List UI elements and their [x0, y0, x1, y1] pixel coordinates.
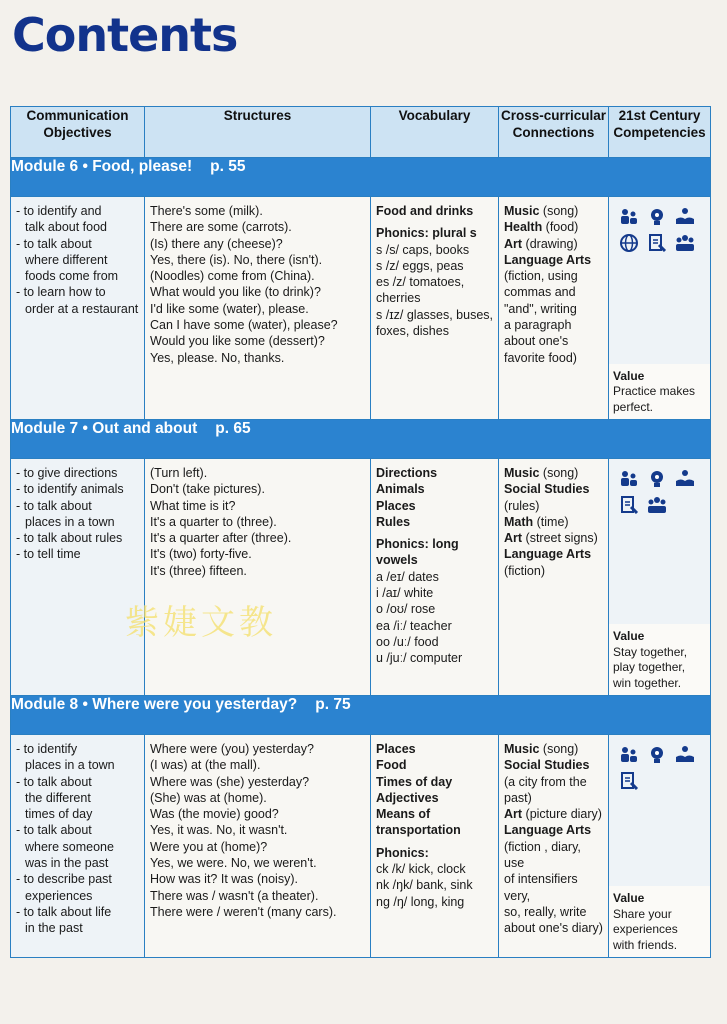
subject-name: Social Studies: [504, 758, 590, 773]
vocabulary-line: transportation: [376, 823, 461, 838]
value-heading: Value: [613, 891, 645, 905]
module-body-row: [11, 459, 711, 696]
structure-line: (Noodles) come from (China).: [150, 269, 315, 284]
vocabulary-line: Directions: [376, 466, 438, 480]
helping-hands-icon: [675, 745, 695, 765]
subject-name: Math: [504, 514, 534, 529]
value-text: with friends.: [613, 937, 678, 952]
objective-line: - to talk about rules: [16, 531, 123, 546]
header-row: [11, 107, 711, 158]
module-body-row: [11, 197, 711, 420]
structure-line: It's (three) fifteen.: [150, 563, 247, 578]
vocabulary-cell: [371, 459, 499, 696]
cross-curricular-line: [504, 822, 603, 838]
globe-icon: [619, 233, 639, 253]
objective-line: - to talk about: [16, 236, 92, 251]
contents-table: [10, 106, 711, 958]
module-header: [11, 696, 711, 735]
subject-detail: (fiction, using: [504, 269, 578, 284]
cross-curricular-line: [504, 252, 603, 268]
vocabulary-cell: [371, 197, 499, 420]
objective-line: - to talk about life: [16, 904, 112, 919]
module-header: [11, 158, 711, 197]
cross-curricular-line: [504, 514, 603, 530]
competency-icons: [609, 197, 709, 253]
module-page: p. 65: [215, 420, 251, 437]
value-text: win together.: [613, 675, 682, 690]
value-box: [609, 624, 710, 695]
header-cross-curricular: Cross-curricular Connections: [499, 107, 609, 158]
module-page: p. 75: [315, 696, 351, 713]
objective-line: experiences: [25, 888, 93, 903]
vocabulary-line: a /eɪ/ dates: [376, 569, 439, 584]
watermark: 紫婕文教: [125, 603, 277, 643]
structure-line: (I was) at (the mall).: [150, 758, 261, 773]
structure-line: How was it? It was (noisy).: [150, 872, 298, 887]
objectives-cell: [11, 459, 145, 696]
cross-curricular-line: [504, 219, 603, 235]
objective-line: - to learn how to: [16, 285, 106, 300]
helping-hands-icon: [675, 207, 695, 227]
subject-name: Art: [504, 531, 523, 546]
subject-detail: "and", writing: [504, 301, 577, 316]
module-header: [11, 420, 711, 459]
module-title: Module 6 • Food, please!: [11, 158, 193, 175]
structure-line: Yes, there (is). No, there (isn't).: [150, 252, 323, 267]
structure-line: Where were (you) yesterday?: [150, 742, 314, 756]
vocabulary-line: Food and drinks: [376, 204, 474, 218]
vocabulary-line: oo /uː/ food: [376, 634, 439, 649]
module-page: p. 55: [210, 158, 246, 175]
vocabulary-line: Phonics: plural s: [376, 226, 477, 241]
module-title: Module 7 • Out and about: [11, 420, 198, 437]
subject-detail: (picture diary): [522, 807, 602, 822]
objective-line: places in a town: [25, 514, 115, 529]
team-icon: [675, 233, 695, 253]
objective-line: - to identify and: [16, 204, 102, 218]
value-text: perfect.: [613, 399, 654, 414]
vocabulary-line: Animals: [376, 482, 425, 497]
value-heading: Value: [613, 629, 645, 643]
cross-curricular-line: [504, 546, 603, 562]
team-icon: [647, 495, 667, 515]
vocabulary-line: Times of day: [376, 774, 453, 789]
competency-icons: [609, 735, 709, 791]
value-heading: Value: [613, 368, 645, 383]
subject-detail: (street signs): [522, 531, 598, 546]
subject-name: Music: [504, 204, 540, 218]
cross-curricular-line: [504, 465, 603, 481]
vocabulary-line: foxes, dishes: [376, 324, 449, 339]
idea-icon: [647, 207, 667, 227]
cross-curricular-line: [504, 530, 603, 546]
subject-detail: (time): [533, 514, 569, 529]
objective-line: - to talk about: [16, 498, 92, 513]
objective-line: - to talk about: [16, 774, 92, 789]
structure-line: Yes, please. No, thanks.: [150, 350, 285, 365]
structure-line: There were / weren't (many cars).: [150, 904, 337, 919]
structure-line: Were you at (home)?: [150, 839, 268, 854]
module-header-row: [11, 420, 711, 459]
structure-line: Yes, we were. No, we weren't.: [150, 856, 317, 871]
structure-line: It's a quarter after (three).: [150, 531, 292, 546]
subject-name: Language Arts: [504, 547, 592, 562]
cross-curricular-line: [504, 920, 603, 936]
subject-name: Language Arts: [504, 252, 592, 267]
subject-detail: (fiction , diary, use: [504, 839, 581, 871]
subject-detail: past): [504, 790, 532, 805]
structure-line: It's (two) forty-five.: [150, 547, 252, 562]
structure-line: Would you like some (dessert)?: [150, 334, 325, 349]
value-box: [609, 886, 710, 957]
cross-curricular-line: [504, 774, 603, 790]
competencies-cell: [609, 459, 711, 696]
header-objectives: Communication Objectives: [11, 107, 145, 158]
cross-curricular-line: [504, 806, 603, 822]
objective-line: - to tell time: [16, 547, 81, 562]
structure-line: There are some (carrots).: [150, 220, 292, 235]
subject-detail: (song): [539, 742, 579, 756]
vocabulary-line: es /z/ tomatoes,: [376, 275, 465, 290]
vocabulary-line: Places: [376, 498, 416, 513]
cross-curricular-line: [504, 871, 603, 904]
document-icon: [619, 495, 639, 515]
subject-name: Music: [504, 742, 540, 756]
cross-curricular-line: [504, 350, 603, 366]
structure-line: There was / wasn't (a theater).: [150, 888, 319, 903]
header-competencies: 21st Century Competencies: [609, 107, 711, 158]
objective-line: - to identify: [16, 742, 78, 756]
vocabulary-line: s /ɪz/ glasses, buses,: [376, 307, 493, 322]
value-text: Share your: [613, 906, 672, 921]
subject-detail: about one's: [504, 334, 569, 349]
vocabulary-line: Places: [376, 742, 416, 756]
module-title: Module 8 • Where were you yesterday?: [11, 696, 298, 713]
subject-detail: (fiction): [504, 563, 545, 578]
vocabulary-line: Adjectives: [376, 790, 439, 805]
cross-curricular-line: [504, 301, 603, 317]
subject-detail: so, really, write: [504, 904, 587, 919]
cross-curricular-line: [504, 203, 603, 219]
structures-cell: [145, 735, 371, 958]
vocabulary-line: ea /iː/ teacher: [376, 618, 452, 633]
vocabulary-line: vowels: [376, 553, 418, 568]
document-icon: [619, 771, 639, 791]
vocabulary-line: o /oʊ/ rose: [376, 602, 436, 617]
objective-line: was in the past: [25, 856, 109, 871]
structures-cell: [145, 459, 371, 696]
vocabulary-line: Food: [376, 758, 407, 773]
vocabulary-line: i /aɪ/ white: [376, 586, 434, 601]
cross-curricular-line: [504, 839, 603, 872]
objective-line: in the past: [25, 921, 83, 936]
subject-detail: (song): [539, 466, 579, 480]
header-vocabulary: Vocabulary: [371, 107, 499, 158]
structure-line: Yes, it was. No, it wasn't.: [150, 823, 288, 838]
vocabulary-line: ck /k/ kick, clock: [376, 862, 466, 877]
vocabulary-line: Phonics: long: [376, 537, 459, 552]
structure-line: What time is it?: [150, 498, 236, 513]
value-text: Stay together,: [613, 644, 688, 659]
idea-icon: [647, 469, 667, 489]
structure-line: I'd like some (water), please.: [150, 301, 309, 316]
objective-line: - to describe past: [16, 872, 112, 887]
cross-curricular-line: [504, 741, 603, 757]
vocabulary-line: u /juː/ computer: [376, 651, 463, 666]
module-header-row: [11, 158, 711, 197]
subject-name: Music: [504, 466, 540, 480]
structure-line: It's a quarter to (three).: [150, 514, 277, 529]
subject-name: Social Studies: [504, 482, 590, 497]
subject-name: Art: [504, 807, 523, 822]
cross-curricular-line: [504, 757, 603, 773]
objective-line: foods come from: [25, 269, 119, 284]
objectives-cell: [11, 197, 145, 420]
cross-curricular-line: [504, 790, 603, 806]
vocabulary-cell: [371, 735, 499, 958]
subject-detail: a paragraph: [504, 318, 572, 333]
subject-detail: commas and: [504, 285, 576, 300]
document-icon: [647, 233, 667, 253]
value-box: [609, 364, 710, 420]
value-text: play together,: [613, 660, 686, 674]
subject-detail: (song): [539, 204, 579, 218]
competency-icons: [609, 459, 709, 515]
header-structures: Structures: [145, 107, 371, 158]
cross-curricular-cell: [499, 197, 609, 420]
collaboration-icon: [619, 469, 639, 489]
idea-icon: [647, 745, 667, 765]
collaboration-icon: [619, 745, 639, 765]
vocabulary-line: s /z/ eggs, peas: [376, 258, 464, 273]
cross-curricular-line: [504, 284, 603, 300]
cross-curricular-line: [504, 904, 603, 920]
subject-name: Language Arts: [504, 823, 592, 838]
cross-curricular-line: [504, 268, 603, 284]
objective-line: - to talk about: [16, 823, 92, 838]
structure-line: There's some (milk).: [150, 204, 263, 218]
structure-line: Was (the movie) good?: [150, 807, 279, 822]
cross-curricular-line: [504, 317, 603, 333]
structures-cell: [145, 197, 371, 420]
structure-line: (She) was at (home).: [150, 790, 267, 805]
page-title: Contents: [12, 8, 238, 62]
vocabulary-line: Rules: [376, 514, 411, 529]
subject-detail: of intensifiers very,: [504, 872, 578, 903]
module-body-row: [11, 735, 711, 958]
structure-line: (Turn left).: [150, 466, 208, 480]
objective-line: - to give directions: [16, 466, 118, 480]
subject-name: Art: [504, 236, 523, 251]
objective-line: where someone: [25, 839, 114, 854]
vocabulary-line: ng /ŋ/ long, king: [376, 894, 465, 909]
value-text: Practice makes: [613, 384, 696, 398]
cross-curricular-line: [504, 481, 603, 497]
module-header-row: [11, 696, 711, 735]
subject-name: Health: [504, 220, 543, 235]
structure-line: Don't (take pictures).: [150, 482, 265, 497]
value-text: experiences: [613, 922, 678, 936]
structure-line: Where was (she) yesterday?: [150, 774, 310, 789]
objective-line: times of day: [25, 807, 93, 822]
vocabulary-line: Phonics:: [376, 845, 429, 860]
cross-curricular-cell: [499, 735, 609, 958]
cross-curricular-cell: [499, 459, 609, 696]
vocabulary-line: nk /ŋk/ bank, sink: [376, 878, 473, 893]
collaboration-icon: [619, 207, 639, 227]
cross-curricular-line: [504, 498, 603, 514]
objective-line: - to identify animals: [16, 482, 124, 497]
competencies-cell: [609, 735, 711, 958]
subject-detail: (a city from the: [504, 774, 587, 789]
subject-detail: (rules): [504, 498, 540, 513]
structure-line: Can I have some (water), please?: [150, 318, 338, 333]
cross-curricular-line: [504, 236, 603, 252]
subject-detail: favorite food): [504, 350, 577, 365]
vocabulary-line: Means of: [376, 807, 431, 822]
structure-line: (Is) there any (cheese)?: [150, 236, 283, 251]
structure-line: What would you like (to drink)?: [150, 285, 321, 300]
objective-line: where different: [25, 252, 108, 267]
cross-curricular-line: [504, 563, 603, 579]
helping-hands-icon: [675, 469, 695, 489]
subject-detail: (drawing): [522, 236, 578, 251]
objective-line: order at a restaurant: [25, 301, 139, 316]
competencies-cell: [609, 197, 711, 420]
cross-curricular-line: [504, 333, 603, 349]
objective-line: places in a town: [25, 758, 115, 773]
vocabulary-line: s /s/ caps, books: [376, 242, 470, 257]
objectives-cell: [11, 735, 145, 958]
subject-detail: about one's diary): [504, 921, 603, 936]
objective-line: talk about food: [25, 220, 108, 235]
objective-line: the different: [25, 790, 91, 805]
vocabulary-line: cherries: [376, 291, 421, 306]
subject-detail: (food): [542, 220, 579, 235]
